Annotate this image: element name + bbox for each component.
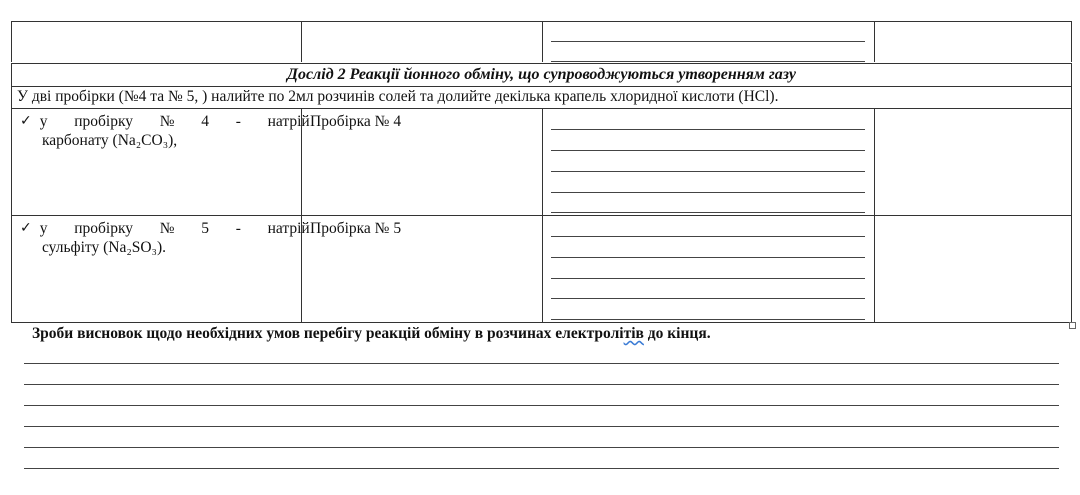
row-divider bbox=[11, 215, 1072, 216]
instruction-row-left-border bbox=[11, 86, 12, 109]
word: № bbox=[159, 220, 175, 237]
word: у bbox=[39, 113, 48, 130]
title-row-top-border bbox=[11, 63, 1072, 64]
row-4-line1 bbox=[40, 112, 310, 131]
table-col-divider-2-top bbox=[542, 21, 543, 62]
conclusion-answer-line[interactable] bbox=[24, 363, 1059, 364]
checkmark-icon: ✓ bbox=[20, 220, 32, 236]
word: 5 bbox=[201, 220, 209, 237]
answer-line[interactable] bbox=[551, 257, 865, 258]
word: натрій bbox=[267, 113, 310, 130]
table-col-divider-3-top bbox=[874, 21, 875, 62]
row-5-description bbox=[20, 219, 310, 257]
answer-line[interactable] bbox=[551, 278, 865, 279]
word: - bbox=[235, 113, 241, 130]
answer-line[interactable] bbox=[551, 298, 865, 299]
conclusion-answer-line[interactable] bbox=[24, 447, 1059, 448]
row-4-description bbox=[20, 112, 310, 150]
tube-5-label: Пробірка № 5 bbox=[310, 220, 402, 237]
word: у bbox=[39, 220, 48, 237]
row-5-line2: сульфіту (Na₂SO₃). bbox=[42, 239, 166, 256]
conclusion-prompt bbox=[32, 324, 711, 344]
tube-4-label: Пробірка № 4 bbox=[310, 113, 402, 130]
conclusion-answer-line[interactable] bbox=[24, 468, 1059, 469]
word: - bbox=[235, 220, 241, 237]
conclusion-text-spellcheck-word: тів bbox=[623, 325, 644, 342]
conclusion-text-part3: до кінця. bbox=[643, 325, 711, 342]
table-bottom-border bbox=[11, 322, 1072, 323]
conclusion-answer-line[interactable] bbox=[24, 384, 1059, 385]
answer-line[interactable] bbox=[551, 212, 865, 213]
table-resize-handle[interactable] bbox=[1069, 322, 1076, 329]
conclusion-answer-line[interactable] bbox=[24, 426, 1059, 427]
table-right-border-top-row bbox=[1071, 21, 1072, 62]
answer-line[interactable] bbox=[551, 171, 865, 172]
answer-line[interactable] bbox=[551, 236, 865, 237]
table-left-border-top-row bbox=[11, 21, 12, 62]
answer-line[interactable] bbox=[551, 41, 865, 42]
answer-line[interactable] bbox=[551, 319, 865, 320]
conclusion-answer-line[interactable] bbox=[24, 405, 1059, 406]
answer-line[interactable] bbox=[551, 192, 865, 193]
answer-line[interactable] bbox=[551, 150, 865, 151]
experiment-title: Дослід 2 Реакції йонного обміну, що супроводжуються утворенням газу bbox=[287, 66, 796, 83]
word: № bbox=[159, 113, 175, 130]
experiment-instruction: У дві пробірки (№4 та № 5, ) налийте по 2мл розчинів солей та долийте декілька крапель хлоридної кислоти (HCl). bbox=[17, 88, 779, 105]
conclusion-text-part1: Зроби висновок щодо необхідних умов перебігу реакцій обміну в розчинах електролі bbox=[32, 325, 624, 342]
word: натрій bbox=[267, 220, 310, 237]
word: пробірку bbox=[74, 113, 134, 130]
table-col-divider-1-top bbox=[301, 21, 302, 62]
row-5-line1 bbox=[40, 219, 310, 238]
word: 4 bbox=[201, 113, 209, 130]
word: пробірку bbox=[74, 220, 134, 237]
answer-line[interactable] bbox=[551, 61, 865, 62]
row-4-line2: карбонату (Na₂CO₃), bbox=[42, 132, 178, 149]
checkmark-icon: ✓ bbox=[20, 113, 32, 129]
answer-line[interactable] bbox=[551, 129, 865, 130]
